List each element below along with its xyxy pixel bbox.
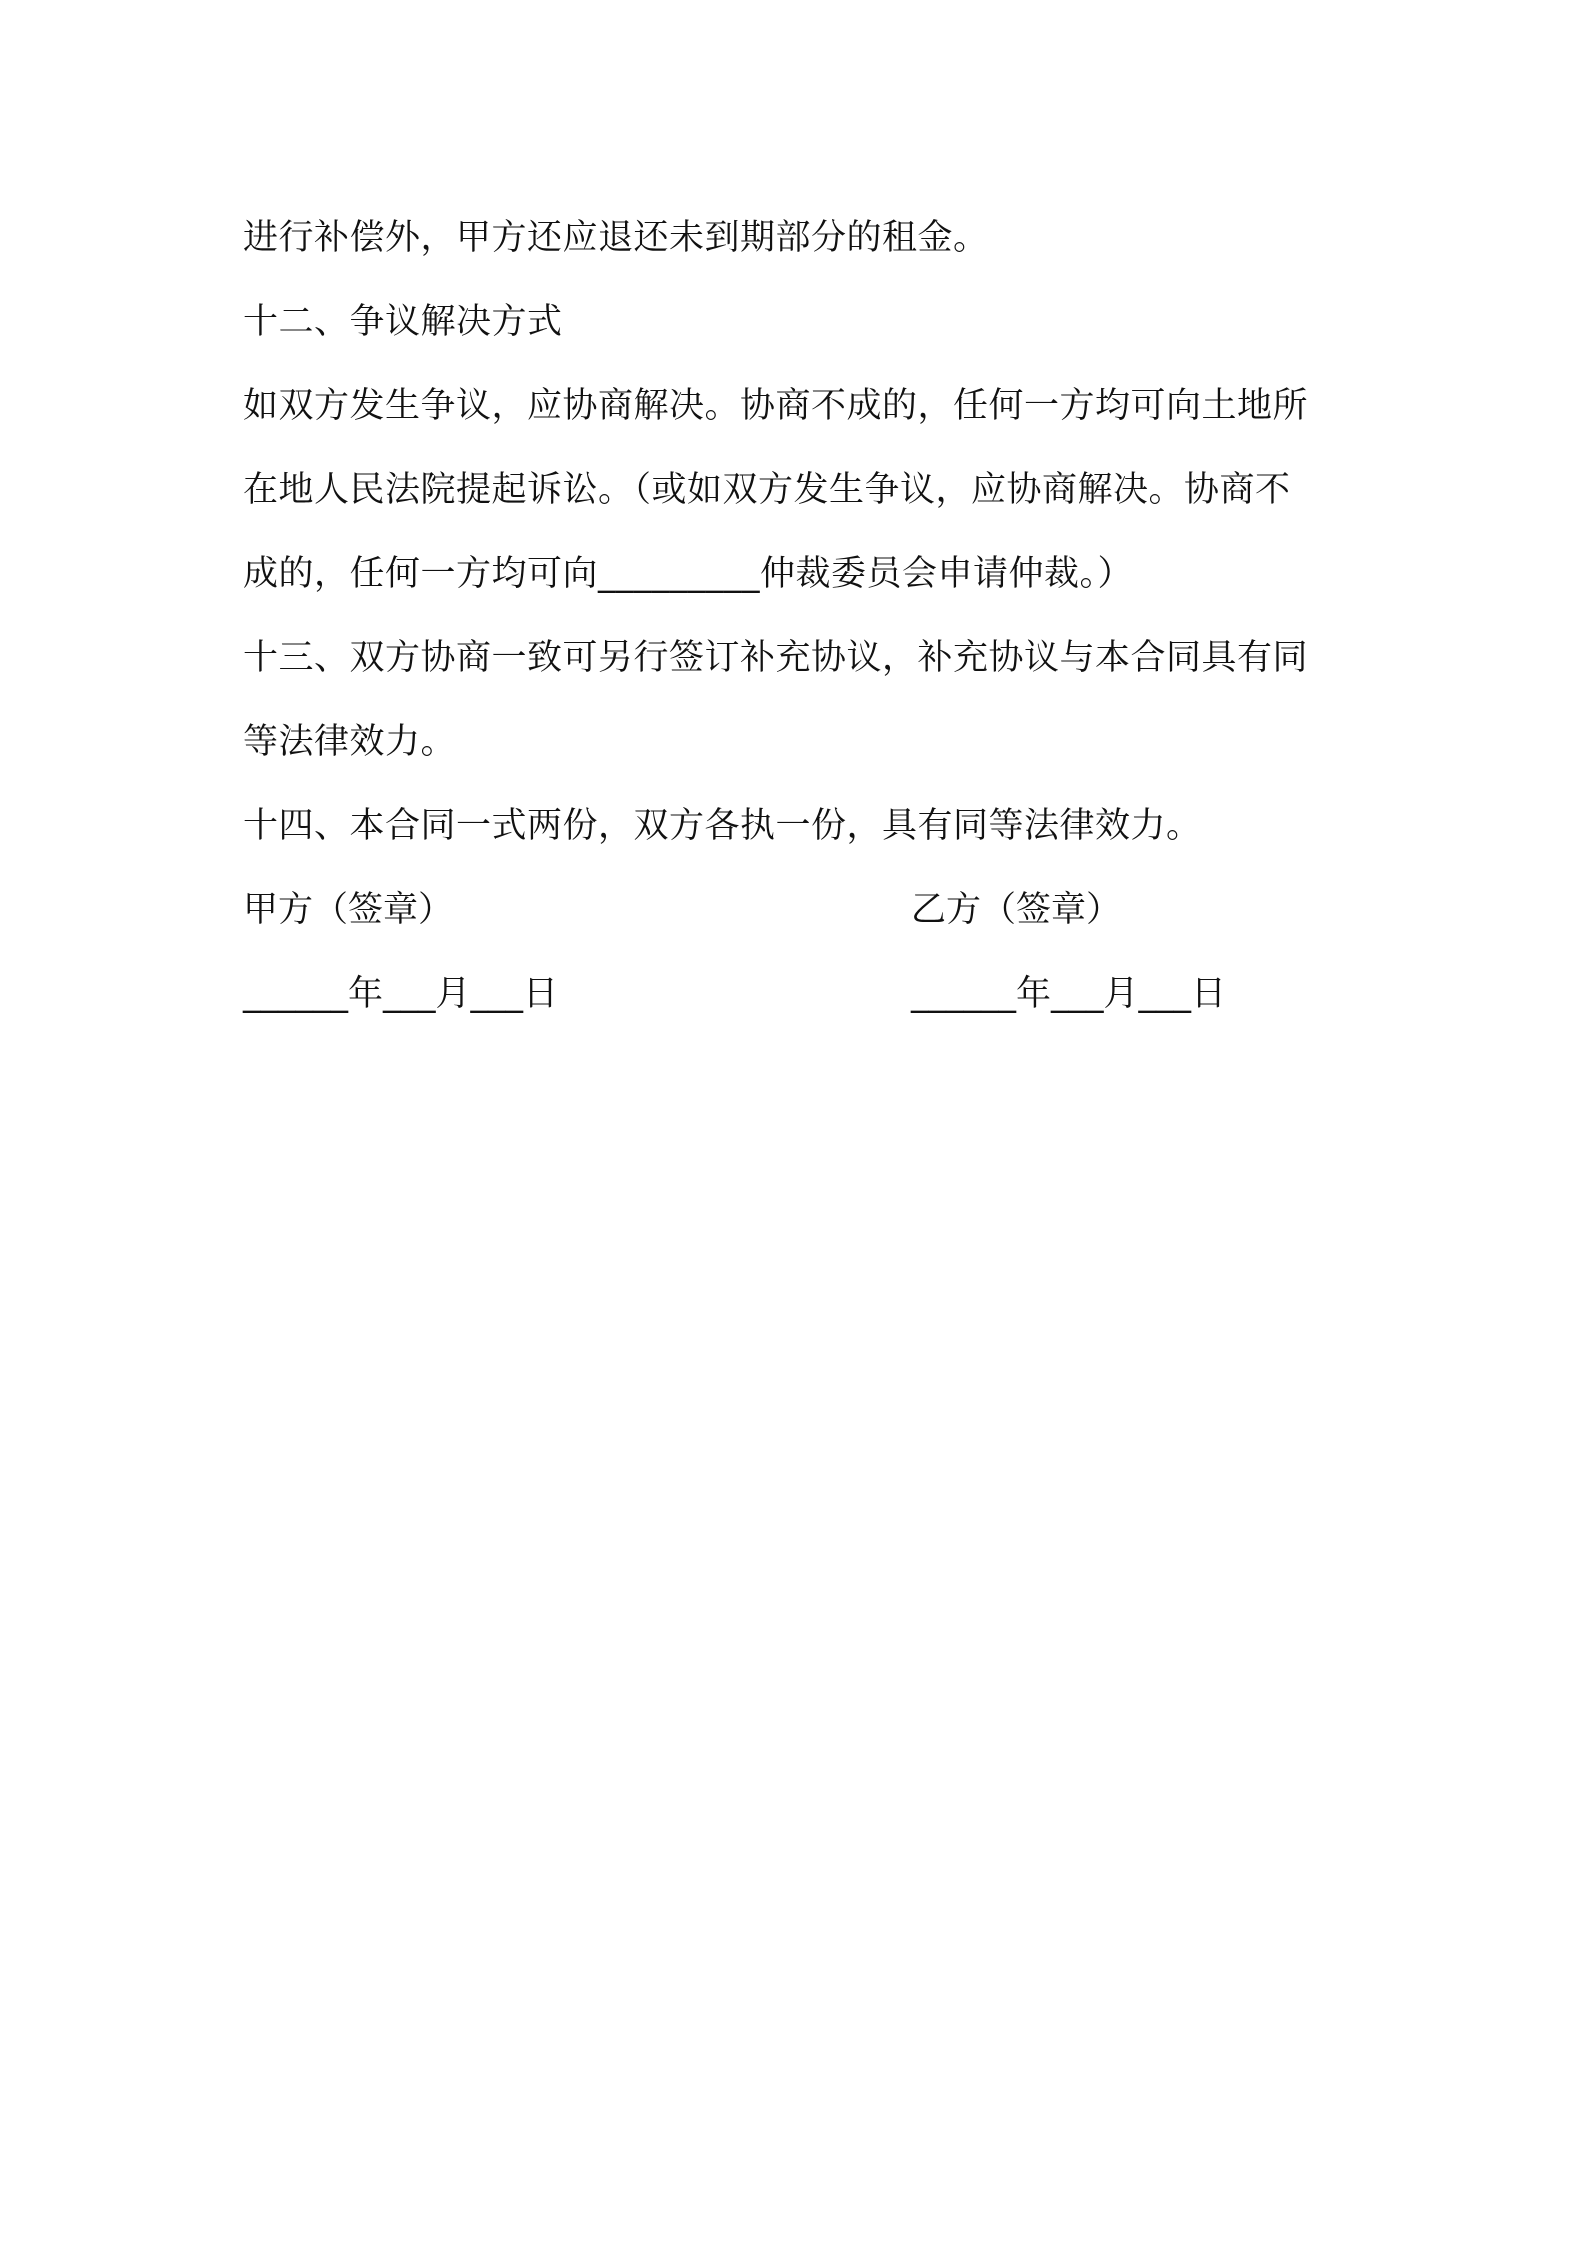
paragraph-line: 在地人民法院提起诉讼。（或如双方发生争议，应协商解决。协商不 <box>243 470 1291 510</box>
party-a-date: ______年___月___日 <box>243 974 559 1014</box>
party-a-signature-label: 甲方（签章） <box>243 890 454 930</box>
party-b-date: ______年___月___日 <box>911 974 1227 1014</box>
paragraph-line: 十四、本合同一式两份，双方各执一份，具有同等法律效力。 <box>243 806 1202 846</box>
signature-labels-row <box>243 868 1363 952</box>
paragraph-line: 如双方发生争议，应协商解决。协商不成的，任何一方均可向土地所 <box>243 386 1309 426</box>
paragraph-line: 成的，任何一方均可向_________仲裁委员会申请仲裁。） <box>243 554 1134 594</box>
section-heading: 十二、争议解决方式 <box>243 302 563 342</box>
document-body <box>243 196 1363 1036</box>
party-b-signature-label: 乙方（签章） <box>911 890 1122 930</box>
paragraph-line: 进行补偿外，甲方还应退还未到期部分的租金。 <box>243 218 989 258</box>
paragraph-line: 十三、双方协商一致可另行签订补充协议，补充协议与本合同具有同 <box>243 638 1309 678</box>
paragraph-line: 等法律效力。 <box>243 722 457 762</box>
signature-dates-row <box>243 952 1363 1036</box>
